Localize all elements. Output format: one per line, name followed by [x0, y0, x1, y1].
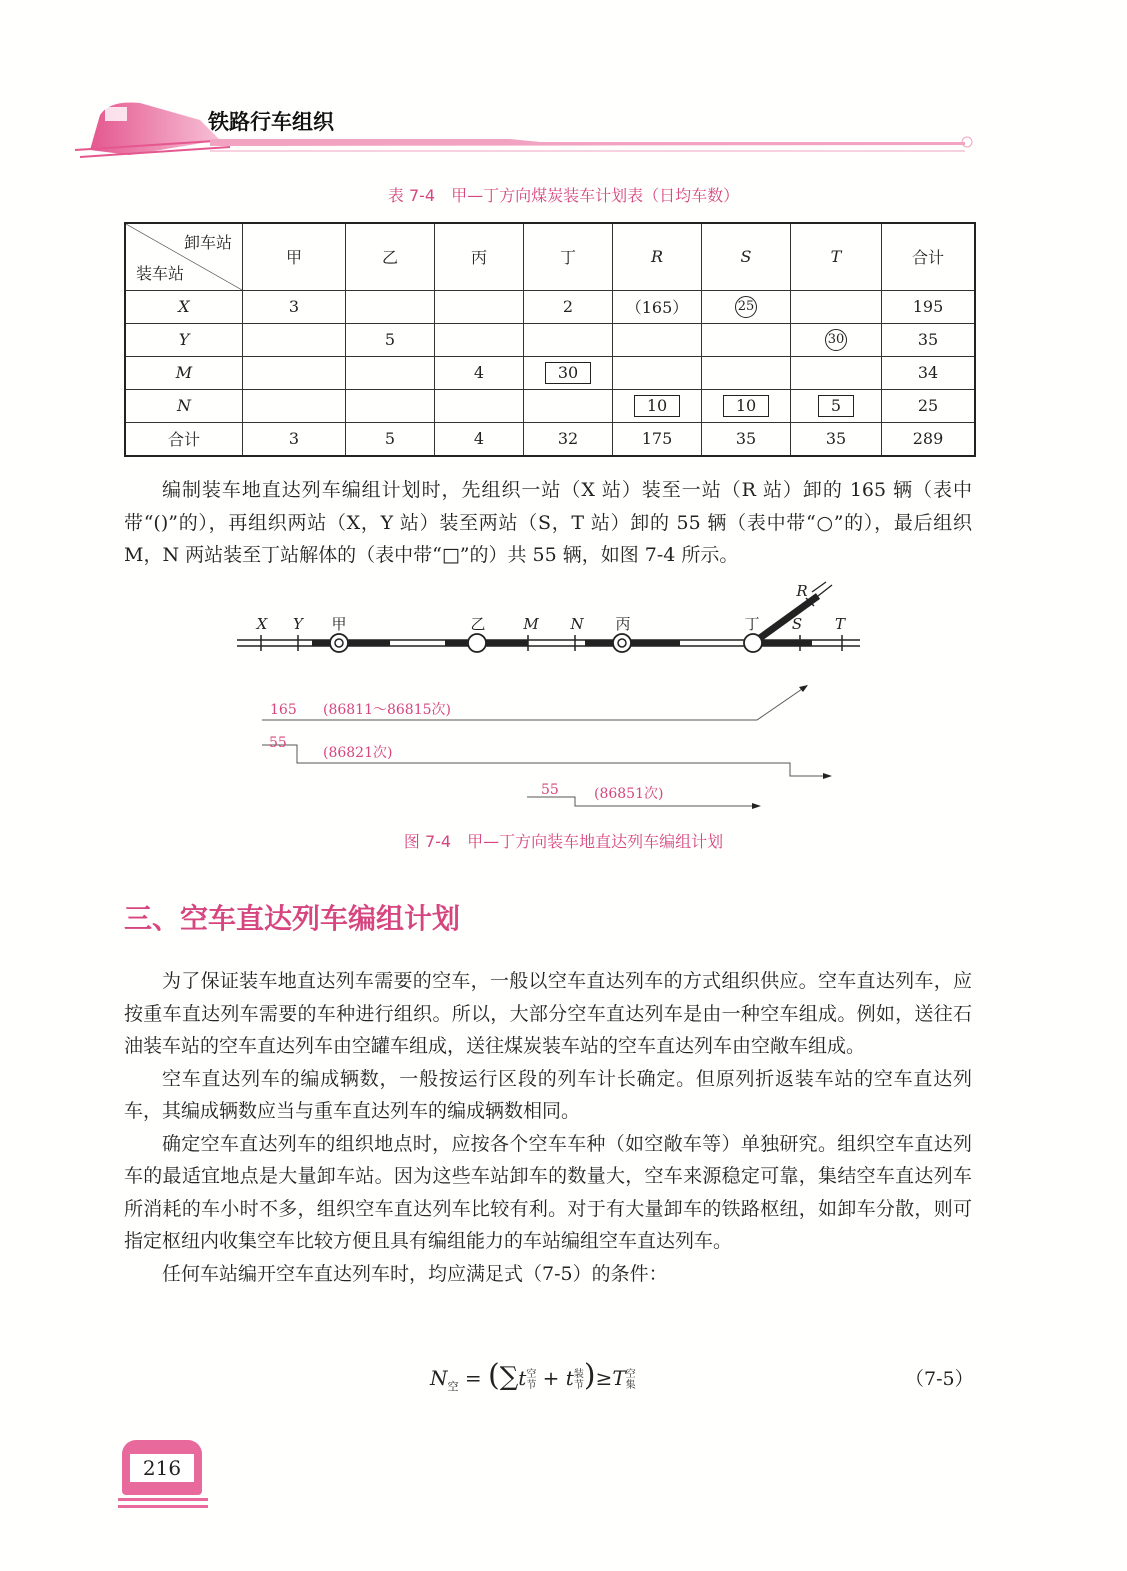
table-cell: 32 — [524, 422, 613, 456]
station-label: 乙 — [470, 615, 486, 633]
station-label: 丁 — [744, 615, 760, 633]
station-label: 丙 — [615, 615, 631, 633]
corner-bottom: 装车站 — [136, 263, 185, 283]
table-cell: （165） — [613, 290, 702, 323]
table-cell: 3 — [243, 422, 346, 456]
corner-top: 卸车站 — [183, 233, 232, 252]
station-label: X — [256, 615, 268, 633]
f: 节 — [526, 1379, 537, 1391]
table-cell: 289 — [882, 422, 976, 456]
table-cell-value: 10 — [634, 395, 680, 417]
f: 空 — [526, 1368, 537, 1380]
page-number: 216 — [130, 1454, 194, 1482]
col-header: 丙 — [435, 223, 524, 290]
formula-number: （7-5） — [905, 1368, 974, 1390]
table-cell: 35 — [791, 422, 882, 456]
station-label: 甲 — [331, 615, 347, 633]
col-header: 丁 — [524, 223, 613, 290]
paragraph-text: 编制装车地直达列车编组计划时，先组织一站（X 站）装至一站（R 站）卸的 165 辆（表中带“()”的），再组织两站（X，Y 站）装至两站（S，T 站）卸的 55 辆（表中带“○”的），最后组织 M，N 两站装至丁站解体的（表中带“□”的）共 55 辆，如图 7-4 所示。 — [124, 479, 972, 566]
f: 空 — [625, 1368, 636, 1380]
station-label: S — [791, 615, 803, 633]
table-cell: 4 — [435, 356, 524, 389]
f: + — [542, 1366, 560, 1390]
table-cell: 3 — [243, 290, 346, 323]
col-header: T — [791, 223, 882, 290]
f: ∑ — [499, 1362, 519, 1392]
table-cell: 175 — [613, 422, 702, 456]
table-cell: 5 — [346, 422, 435, 456]
row-label: Y — [125, 323, 243, 356]
table-cell: 35 — [882, 323, 976, 356]
body-text — [124, 965, 972, 1290]
book-title: 铁路行车组织 — [208, 110, 334, 134]
train-name: (86821次) — [323, 745, 393, 761]
paragraph: 确定空车直达列车的组织地点时，应按各个空车车种（如空敞车等）单独研究。组织空车直达列车的最适宜地点是大量卸车站。因为这些车站卸车的数量大，空车来源稳定可靠，集结空车直达列车所消耗的车小时不多，组织空车直达列车比较有利。对于有大量卸车的铁路枢纽，如卸车分散，则可指定枢纽内收集空车比较方便且具有编组能力的车站编组空车直达列车。 — [124, 1132, 972, 1252]
f: t — [565, 1366, 574, 1390]
formula-7-5: $N_空 = (\sum t$ 空 节 + t 装 节 )≥T 空 集 — [430, 1358, 636, 1393]
table-cell: 2 — [524, 290, 613, 323]
paragraph: 任何车站编开空车直达列车时，均应满足式（7-5）的条件： — [162, 1262, 668, 1285]
station-label: Y — [293, 615, 303, 633]
train-name: (86811～86815次) — [323, 702, 451, 718]
table-cell: 25 — [882, 389, 976, 422]
train-name: (86851次) — [594, 786, 664, 802]
f: 集 — [625, 1379, 636, 1391]
page-number-badge — [118, 1440, 208, 1512]
table-caption: 表 7-4 甲—丁方向煤炭装车计划表（日均车数） — [387, 186, 740, 205]
station-label: R — [796, 582, 808, 600]
figure-caption: 图 7-4 甲—丁方向装车地直达列车编组计划 — [403, 832, 724, 851]
train-count: 55 — [269, 735, 287, 751]
col-header: 合计 — [882, 223, 976, 290]
f: T — [612, 1366, 626, 1390]
f: 装 — [573, 1368, 584, 1380]
f: ≥ — [595, 1366, 613, 1390]
table-cell-value: 30 — [545, 362, 591, 384]
table-cell-value: 25 — [735, 296, 757, 318]
station-label: M — [523, 615, 539, 633]
f: 节 — [573, 1379, 584, 1391]
row-label: X — [125, 290, 243, 323]
table-cell: 34 — [882, 356, 976, 389]
f: N — [430, 1366, 448, 1390]
table-cell: 4 — [435, 422, 524, 456]
row-label: 合计 — [125, 422, 243, 456]
section-title: 三、空车直达列车编组计划 — [124, 902, 461, 935]
col-header: 乙 — [346, 223, 435, 290]
col-header: R — [613, 223, 702, 290]
table-cell-value: 30 — [825, 329, 847, 351]
f: 空 — [447, 1380, 459, 1393]
train-count: 55 — [541, 782, 559, 798]
table-cell-value: 5 — [818, 395, 854, 417]
train-count: 165 — [270, 702, 297, 718]
paragraph: 为了保证装车地直达列车需要的空车，一般以空车直达列车的方式组织供应。空车直达列车，应按重车直达列车需要的车种进行组织。所以，大部分空车直达列车是由一种空车组成。例如，送往石油装车站的空车直达列车由空罐车组成，送往煤炭装车站的空车直达列车由空敞车组成。 — [124, 970, 972, 1057]
table-cell: 5 — [346, 323, 435, 356]
col-header: 甲 — [243, 223, 346, 290]
row-label: N — [125, 389, 243, 422]
paragraph: 空车直达列车的编成辆数，一般按运行区段的列车计长确定。但原列折返装车站的空车直达列车，其编成辆数应当与重车直达列车的编成辆数相同。 — [124, 1067, 972, 1122]
col-header: S — [702, 223, 791, 290]
table-cell-value: 10 — [723, 395, 769, 417]
table-cell: 35 — [702, 422, 791, 456]
row-label: M — [125, 356, 243, 389]
station-label: T — [834, 615, 846, 633]
table-cell: 195 — [882, 290, 976, 323]
station-label: N — [570, 615, 584, 633]
f: t — [518, 1366, 527, 1390]
